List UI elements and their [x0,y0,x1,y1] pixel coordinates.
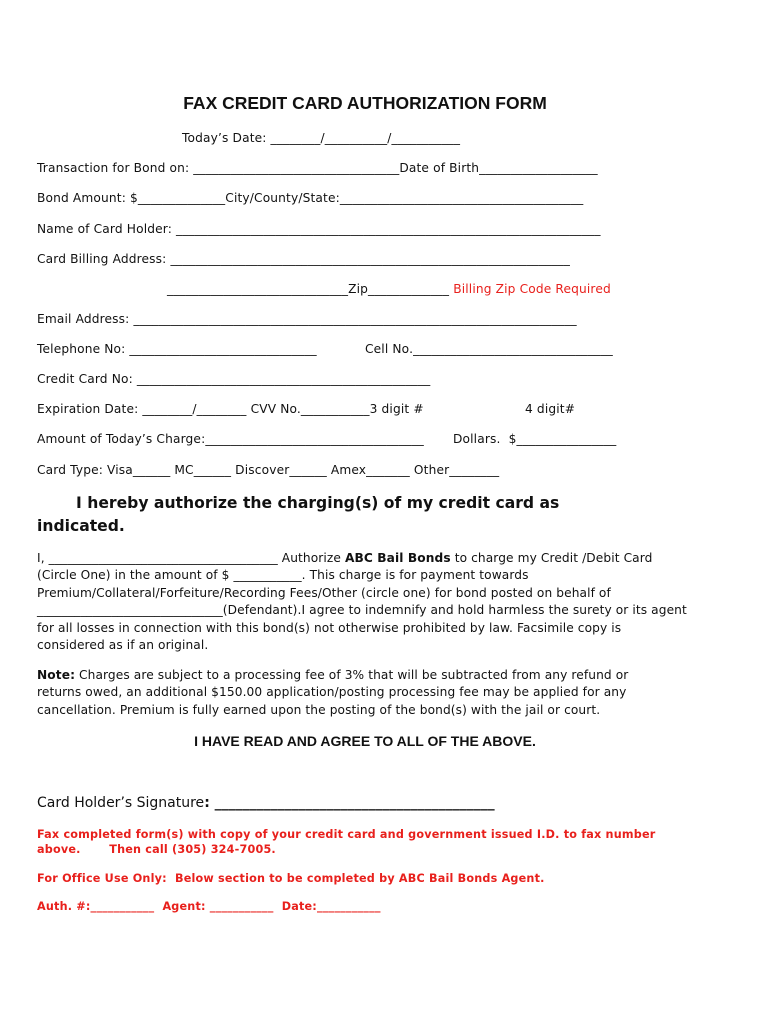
email-field[interactable]: Email Address: _______________________________________________________________________ [37,312,577,326]
amount-charge-field[interactable]: Amount of Today’s Charge:___________________________________ [37,432,424,446]
signature-row [37,795,495,811]
office-use-fields[interactable]: Auth. #:___________ Agent: ___________ Date:___________ [37,900,381,913]
bond-amount-field[interactable]: Bond Amount: $______________City/County/State:_______________________________________ [37,191,584,205]
note-text: Charges are subject to a processing fee of 3% that will be subtracted from any refund or returns owed, an additional $150.00 application/posting processing fee may be applied for any cancellation. Premium is fully earned upon the posting of the bond(s) with the jail or court. [37,668,629,717]
signature-label: Card Holder’s Signature [37,795,205,811]
zip-row [167,282,611,296]
cell-field[interactable]: Cell No.________________________________ [365,342,613,356]
auth-text-start: I, _____________________________________ Authorize [37,551,345,565]
authorization-paragraph [37,550,687,654]
credit-card-field[interactable]: Credit Card No: _______________________________________________ [37,372,431,386]
company-name: ABC Bail Bonds [344,551,451,565]
agree-statement: I HAVE READ AND AGREE TO ALL OF THE ABOVE. [194,733,536,749]
zip-field[interactable]: _____________________________Zip_____________ [167,282,450,296]
dollars-field[interactable]: Dollars. $________________ [453,432,617,446]
signature-field[interactable]: : ________________________________________ [204,795,495,811]
fax-instruction-line-2: above. Then call (305) 324-7005. [37,843,276,856]
form-title: FAX CREDIT CARD AUTHORIZATION FORM [183,93,547,113]
auth-text-rest: to charge my Credit /Debit Card (Circle One) in the amount of $ ___________. This charge is for payment towards Premium/Collateral/Forfeiture/Recording Fees/Other (circle one) for bond posted on behalf of ______________________________(Defendant).I agree to indemnify and hold harmless the surety or its agent for all losses in connection with this bond(s) not otherwise prohibited by law. Facsimile copy is considered as if an original. [37,551,687,653]
billing-address-field[interactable]: Card Billing Address: ________________________________________________________________ [37,252,571,266]
card-holder-name-field[interactable]: Name of Card Holder: ____________________________________________________________________ [37,222,601,236]
fax-instruction-line-1: Fax completed form(s) with copy of your credit card and government issued I.D. to fax number [37,828,656,841]
note-label: Note: [37,668,76,682]
telephone-field[interactable]: Telephone No: ______________________________ [37,342,317,356]
authorize-heading: I hereby authorize the charging(s) of my credit card as indicated. [37,494,560,535]
expiration-cvv-field[interactable]: Expiration Date: ________/________ CVV No.___________3 digit # [37,402,424,416]
bond-for-field[interactable]: Transaction for Bond on: _________________________________Date of Birth___________________ [37,161,598,175]
todays-date-field[interactable]: Today’s Date: ________/__________/___________ [182,131,461,145]
zip-required-note: Billing Zip Code Required [449,282,611,296]
four-digit-label: 4 digit# [525,402,576,416]
office-use-heading: For Office Use Only: Below section to be completed by ABC Bail Bonds Agent. [37,872,545,885]
note-paragraph [37,667,652,719]
card-type-field[interactable]: Card Type: Visa______ MC______ Discover______ Amex_______ Other________ [37,463,500,477]
